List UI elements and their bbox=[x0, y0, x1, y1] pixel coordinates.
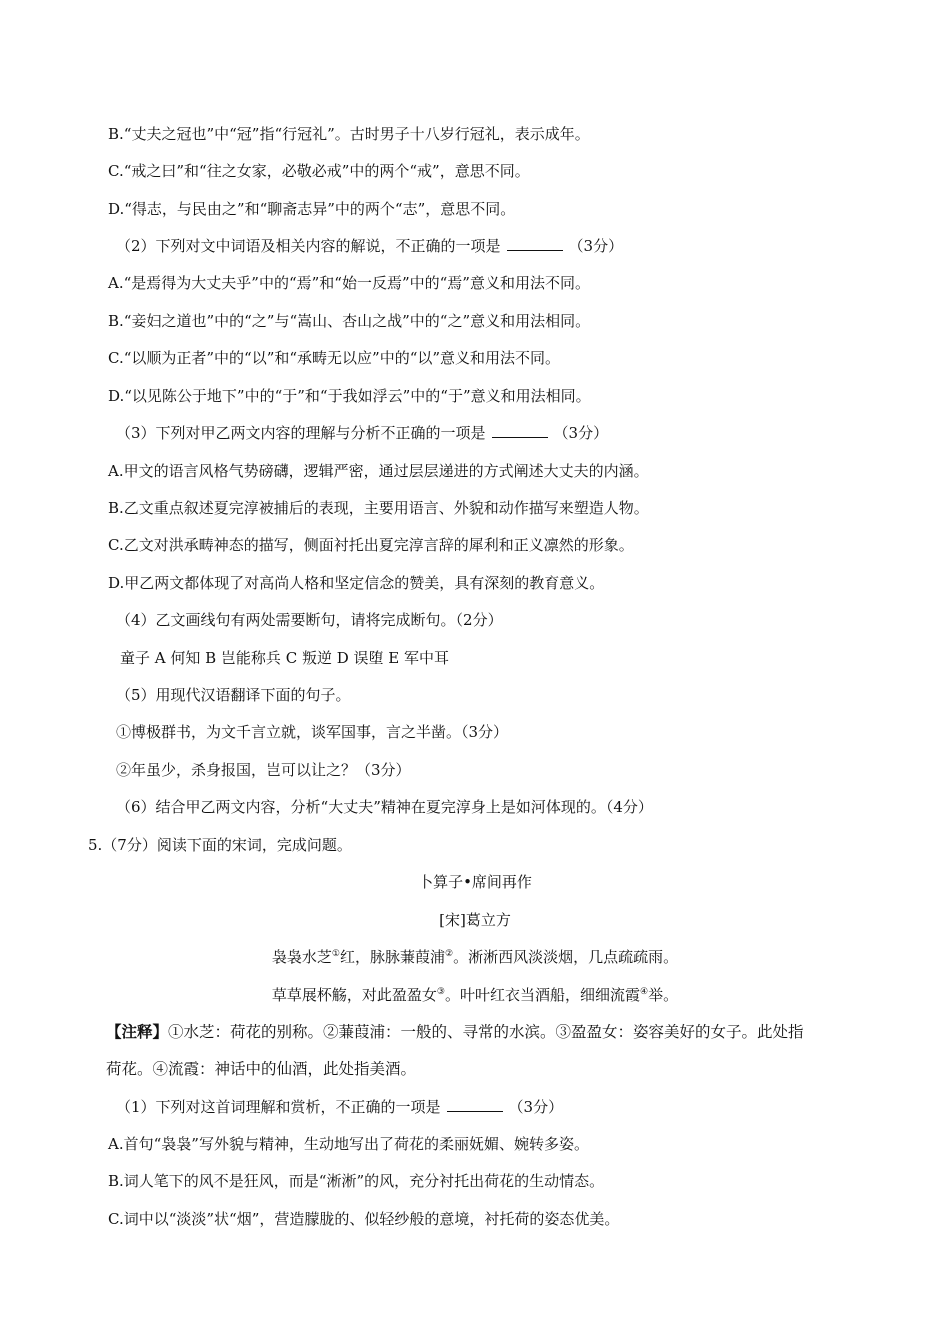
q4-3-option-c: C.乙文对洪承畴神态的描写，侧面衬托出夏完淳言辞的犀利和正义凛然的形象。 bbox=[108, 536, 634, 554]
q5-1-option-b: B.词人笔下的风不是狂风，而是“淅淅”的风，充分衬托出荷花的生动情态。 bbox=[108, 1172, 605, 1190]
q4-3-option-a: A.甲文的语言风格气势磅礴，逻辑严密，通过层层递进的方式阐述大丈夫的内涵。 bbox=[108, 462, 649, 480]
poem-line-2-part-b: 。叶叶红衣当酒船，细细流霞 bbox=[444, 986, 640, 1004]
poem-line-1-part-a: 袅袅水芝 bbox=[271, 948, 332, 966]
q4-6-stem: （6）结合甲乙两文内容，分析“大丈夫”精神在夏完淳身上是如河体现的。（4分） bbox=[116, 798, 653, 816]
footnote-marker-2: ② bbox=[445, 949, 454, 959]
poem-line-1-part-c: 。淅淅西风淡淡烟，几点疏疏雨。 bbox=[453, 948, 679, 966]
footnote-marker-1: ① bbox=[331, 949, 340, 959]
poem-notes-line-1 bbox=[106, 1022, 804, 1042]
q5-1-score: （3分） bbox=[508, 1098, 564, 1116]
q4-1-option-d: D.“得志，与民由之”和“聊斋志异”中的两个“志”，意思不同。 bbox=[108, 200, 516, 218]
notes-label: 【注释】 bbox=[106, 1022, 169, 1041]
notes-text-1: ①水芝：荷花的别称。②蒹葭浦：一般的、寻常的水滨。③盈盈女：姿容美好的女子。此处指 bbox=[168, 1023, 804, 1041]
q4-2-stem-text: （2）下列对文中词语及相关内容的解说，不正确的一项是 bbox=[116, 237, 501, 255]
footnote-marker-3: ③ bbox=[436, 987, 445, 997]
q4-2-stem bbox=[116, 236, 623, 256]
q4-1-option-b: B.“丈夫之冠也”中“冠”指“行冠礼”。古时男子十八岁行冠礼，表示成年。 bbox=[108, 125, 590, 143]
q4-2-score: （3分） bbox=[568, 237, 624, 255]
q4-5-stem: （5）用现代汉语翻译下面的句子。 bbox=[116, 686, 351, 704]
q4-3-score: （3分） bbox=[553, 424, 609, 442]
q5-1-stem bbox=[116, 1097, 563, 1117]
q4-2-option-a: A.“是焉得为大丈夫乎”中的“焉”和“始一反焉”中的“焉”意义和用法不同。 bbox=[108, 274, 590, 292]
q4-2-answer-blank[interactable] bbox=[507, 236, 563, 251]
q4-4-sentence: 童子 A 何知 B 岂能称兵 C 叛逆 D 误堕 E 军中耳 bbox=[120, 649, 449, 667]
q4-3-option-d: D.甲乙两文都体现了对高尚人格和坚定信念的赞美，具有深刻的教育意义。 bbox=[108, 574, 605, 592]
q5-1-option-a: A.首句“袅袅”写外貌与精神，生动地写出了荷花的柔丽妩媚、婉转多姿。 bbox=[108, 1135, 589, 1153]
q4-3-stem bbox=[116, 423, 608, 443]
q4-2-option-b: B.“妾妇之道也”中的“之”与“嵩山、杏山之战”中的“之”意义和用法相同。 bbox=[108, 312, 591, 330]
q4-3-option-b: B.乙文重点叙述夏完淳被捕后的表现，主要用语言、外貌和动作描写来塑造人物。 bbox=[108, 499, 649, 517]
poem-title: 卜算子•席间再作 bbox=[418, 873, 532, 891]
poem-author: [宋]葛立方 bbox=[439, 911, 511, 929]
q4-5-sentence-1: ①博极群书，为文千言立就，谈军国事，言之半凿。（3分） bbox=[116, 723, 509, 741]
q4-5-sentence-2: ②年虽少，杀身报国，岂可以让之？（3分） bbox=[116, 761, 411, 779]
poem-line-1-part-b: 红，脉脉蒹葭浦 bbox=[339, 948, 445, 966]
poem-line-2-part-a: 草草展杯觞，对此盈盈女 bbox=[271, 986, 437, 1004]
q4-3-stem-text: （3）下列对甲乙两文内容的理解与分析不正确的一项是 bbox=[116, 424, 486, 442]
q5-1-stem-text: （1）下列对这首词理解和赏析，不正确的一项是 bbox=[116, 1098, 441, 1116]
q4-2-option-d: D.“以见陈公于地下”中的“于”和“于我如浮云”中的“于”意义和用法相同。 bbox=[108, 387, 591, 405]
q4-1-option-c: C.“戒之曰”和“往之女家，必敬必戒”中的两个“戒”，意思不同。 bbox=[108, 162, 530, 180]
q4-4-stem: （4）乙文画线句有两处需要断句，请将完成断句。（2分） bbox=[116, 611, 503, 629]
poem-line-2-part-c: 举。 bbox=[648, 986, 679, 1004]
q4-2-option-c: C.“以顺为正者”中的“以”和“承畴无以应”中的“以”意义和用法不同。 bbox=[108, 349, 561, 367]
poem-notes-line-2: 荷花。④流霞：神话中的仙酒，此处指美酒。 bbox=[106, 1060, 417, 1078]
q5-stem: 5.（7分）阅读下面的宋词，完成问题。 bbox=[88, 836, 352, 854]
q4-3-answer-blank[interactable] bbox=[492, 423, 548, 438]
poem-line-2 bbox=[0, 985, 950, 1005]
poem-line-1 bbox=[0, 947, 950, 967]
footnote-marker-4: ④ bbox=[640, 987, 649, 997]
q5-1-answer-blank[interactable] bbox=[447, 1097, 503, 1112]
q5-1-option-c: C.词中以“淡淡”状“烟”，营造朦胧的、似轻纱般的意境，衬托荷的姿态优美。 bbox=[108, 1210, 620, 1228]
